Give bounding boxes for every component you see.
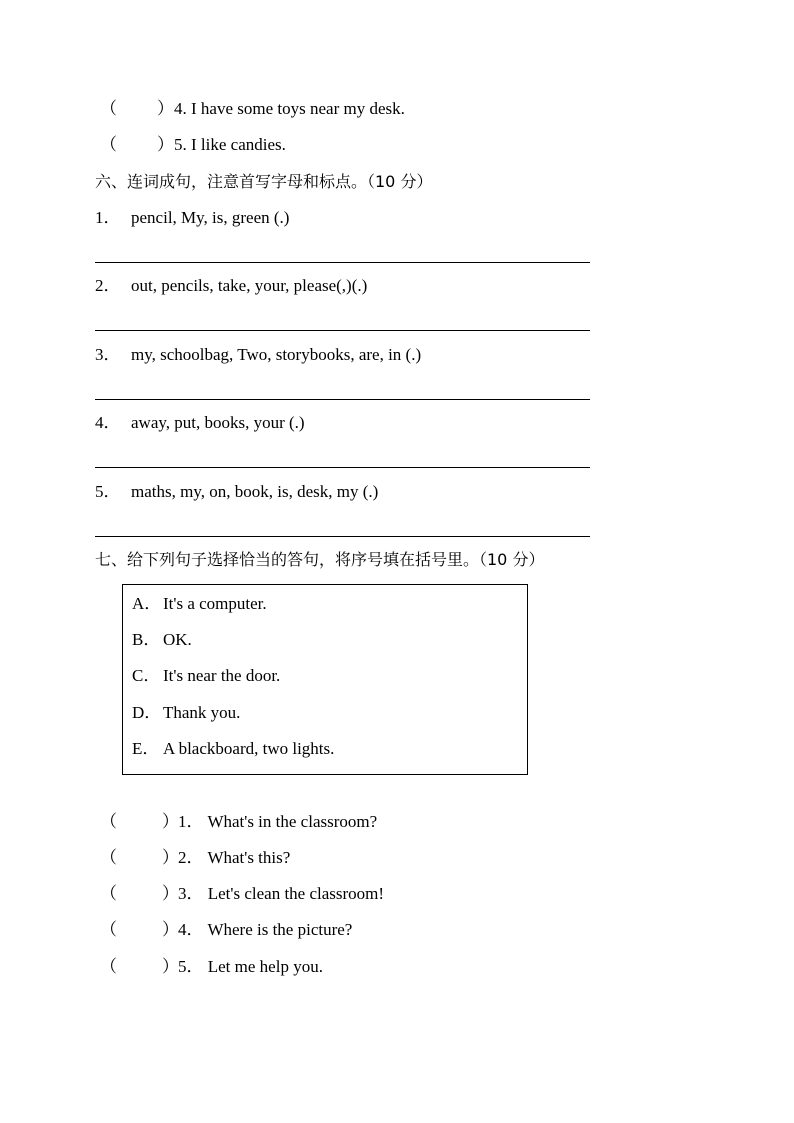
answer-blank-close: ）: [162, 812, 179, 831]
question-text: 5. I like candies.: [174, 135, 286, 154]
answer-line[interactable]: [95, 399, 590, 400]
question-text: 4． Where is the picture?: [178, 920, 353, 939]
answer-blank-open[interactable]: （: [100, 957, 117, 976]
question-row: [100, 135, 286, 155]
section-heading: 六、连词成句，注意首写字母和标点。（10 分）: [95, 172, 433, 191]
answer-blank-close: ）: [162, 848, 179, 867]
answer-blank-open[interactable]: （: [100, 884, 117, 903]
answer-line[interactable]: [95, 330, 590, 331]
item-words: maths, my, on, book, is, desk, my (.): [131, 482, 379, 501]
answer-blank-close: ）: [162, 957, 179, 976]
answer-line[interactable]: [95, 262, 590, 263]
scramble-item: [95, 208, 289, 228]
option-item: [132, 594, 267, 614]
item-number: 5．: [95, 482, 121, 501]
option-letter: B．: [132, 630, 161, 649]
item-number: 1．: [95, 208, 121, 227]
question-text: 2． What's this?: [178, 848, 291, 867]
scramble-item: [95, 276, 367, 296]
section-heading: 七、给下列句子选择恰当的答句，将序号填在括号里。（10 分）: [95, 550, 545, 569]
question-text: 1． What's in the classroom?: [178, 812, 378, 831]
item-number: 2．: [95, 276, 121, 295]
option-letter: A．: [132, 594, 162, 613]
item-words: out, pencils, take, your, please(,)(.): [131, 276, 368, 295]
option-item: [132, 630, 192, 650]
question-text: 3． Let's clean the classroom!: [178, 884, 385, 903]
scramble-item: [95, 413, 305, 433]
item-words: away, put, books, your (.): [131, 413, 305, 432]
question-row: [100, 99, 405, 119]
answer-blank-open[interactable]: （: [100, 99, 117, 118]
scramble-item: [95, 345, 421, 365]
item-words: my, schoolbag, Two, storybooks, are, in (.): [131, 345, 422, 364]
answer-blank-close: ）: [162, 884, 179, 903]
option-letter: C．: [132, 666, 161, 685]
answer-blank-close: ）: [162, 920, 179, 939]
answer-blank-open[interactable]: （: [100, 135, 117, 154]
item-number: 4．: [95, 413, 121, 432]
option-text: A blackboard, two lights.: [163, 739, 335, 758]
item-words: pencil, My, is, green (.): [131, 208, 290, 227]
question-text: 5． Let me help you.: [178, 957, 323, 976]
answer-blank-open[interactable]: （: [100, 812, 117, 831]
option-text: Thank you.: [163, 703, 241, 722]
option-letter: E．: [132, 739, 160, 758]
option-text: It's near the door.: [163, 666, 281, 685]
option-item: [132, 703, 240, 723]
answer-blank-close: ）: [157, 135, 174, 154]
question-text: 4. I have some toys near my desk.: [174, 99, 405, 118]
option-text: It's a computer.: [163, 594, 267, 613]
answer-line[interactable]: [95, 467, 590, 468]
option-text: OK.: [163, 630, 192, 649]
options-box: [122, 584, 528, 775]
answer-blank-close: ）: [157, 99, 174, 118]
answer-blank-open[interactable]: （: [100, 920, 117, 939]
answer-blank-open[interactable]: （: [100, 848, 117, 867]
option-item: [132, 739, 334, 759]
item-number: 3．: [95, 345, 121, 364]
answer-line[interactable]: [95, 536, 590, 537]
option-letter: D．: [132, 703, 162, 722]
scramble-item: [95, 482, 378, 502]
option-item: [132, 666, 280, 686]
